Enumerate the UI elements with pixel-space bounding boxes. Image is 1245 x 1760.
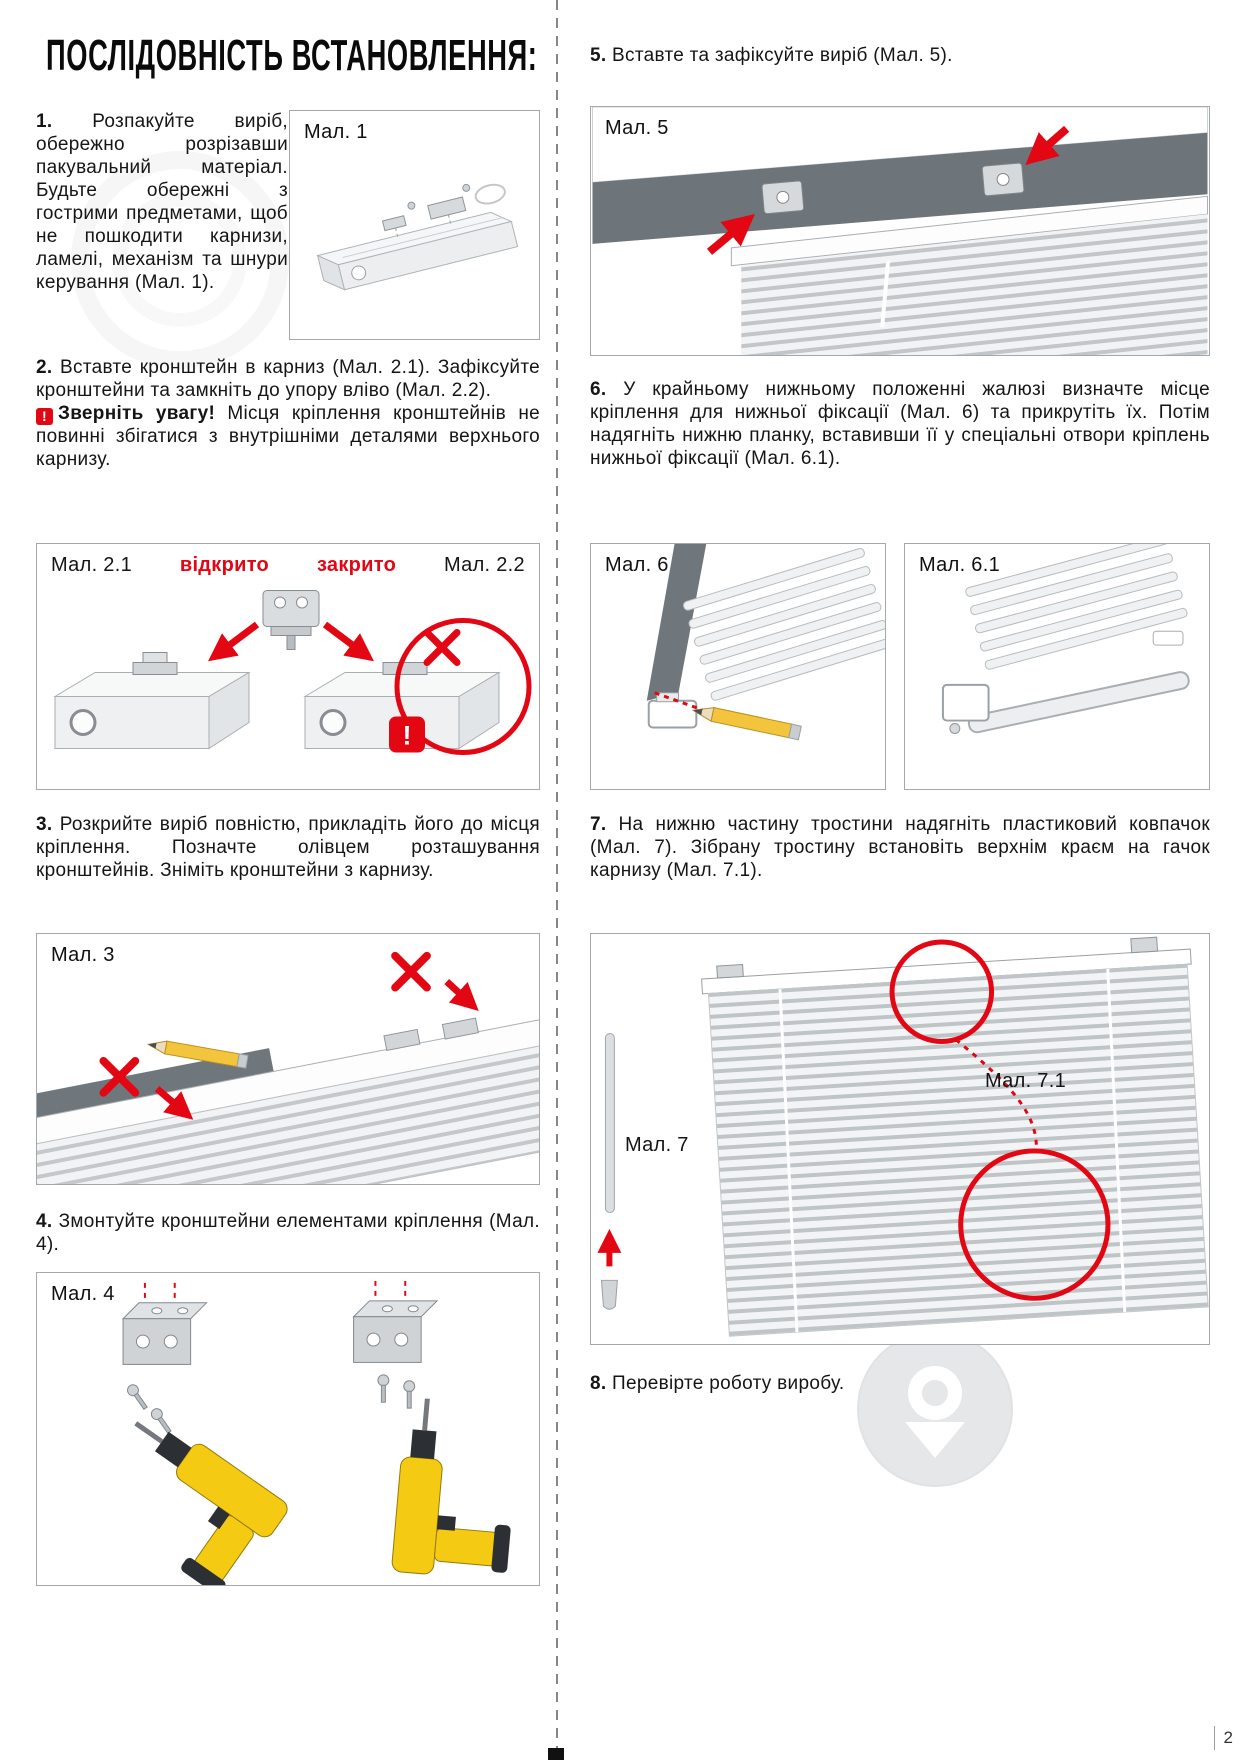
insert-product-illustration <box>591 107 1209 355</box>
figure-7-1-label: Мал. 7.1 <box>985 1070 1066 1092</box>
step-6-text: У крайньому нижньому положенні жалюзі визначте місце кріплення для нижньої фіксації (Мал. 6) та прикрутіть їх. Потім надягніть нижню планку, вставивши її у спеціальні отвори кріплень нижньої фіксації (Мал. 6.1). <box>590 379 1210 469</box>
end-cap <box>1153 631 1183 645</box>
figure-5-label: Мал. 5 <box>605 117 669 139</box>
wand-cap <box>601 1280 617 1309</box>
step-6 <box>590 378 1210 470</box>
step-8 <box>590 1372 1210 1395</box>
x-mark-icon <box>395 956 427 988</box>
bracket-icon <box>263 591 319 650</box>
blinds <box>701 935 1209 1336</box>
cornice-exploded-illustration <box>290 111 539 339</box>
bracket-icon <box>717 965 744 978</box>
page-number <box>1214 1726 1233 1750</box>
figure-2-header <box>51 554 525 577</box>
warning-paragraph <box>36 402 540 471</box>
figure-6-1 <box>904 543 1210 790</box>
figure-3-label: Мал. 3 <box>51 944 115 966</box>
cord-loop <box>474 182 507 207</box>
red-arrow <box>217 625 257 655</box>
figure-5 <box>590 106 1210 356</box>
step-4-number: 4. <box>36 1211 53 1232</box>
screw-icon <box>378 1375 389 1402</box>
bracket-icon <box>762 181 804 214</box>
page-number-value: 2 <box>1223 1728 1233 1747</box>
column-divider <box>556 0 558 1760</box>
step-2-number: 2. <box>36 357 53 378</box>
closed-label: закрито <box>316 554 397 576</box>
bracket-icon <box>383 216 407 231</box>
step-2 <box>36 356 540 471</box>
screw-icon <box>407 201 415 209</box>
screw-icon <box>462 184 470 192</box>
page-number-divider <box>1214 1726 1215 1750</box>
bottom-rail <box>967 671 1190 734</box>
bottom-fixation-mark-illustration <box>591 544 885 789</box>
drill-icon <box>391 1397 521 1581</box>
figure-6-label: Мал. 6 <box>605 554 669 576</box>
drilling-brackets-illustration <box>37 1273 539 1585</box>
divider-end-mark <box>548 1748 564 1760</box>
figure-2 <box>36 543 540 790</box>
step-7 <box>590 813 1210 882</box>
pencil-icon <box>692 704 802 740</box>
figure-6-1-label: Мал. 6.1 <box>919 554 1000 576</box>
bracket-icon <box>123 1283 206 1364</box>
figure-1-label: Мал. 1 <box>304 121 368 143</box>
step-2-paragraph <box>36 356 540 402</box>
figure-2-2-label: Мал. 2.2 <box>443 554 525 576</box>
open-label: відкрито <box>179 554 270 576</box>
step-3 <box>36 813 540 882</box>
step-5-number: 5. <box>590 45 607 66</box>
page-title-text: ПОСЛІДОВНІСТЬ ВСТАНОВЛЕННЯ: <box>46 31 538 80</box>
red-arrow <box>325 625 365 655</box>
figure-3 <box>36 933 540 1185</box>
warning-icon: ! <box>36 408 53 425</box>
warning-text: Місця кріплення кронштейнів не повинні збігатися з внутрішніми деталями верхнього карнизу. <box>36 403 540 470</box>
figure-7 <box>590 933 1210 1345</box>
screw-icon <box>404 1381 415 1408</box>
step-3-number: 3. <box>36 814 53 835</box>
svg-text:!: ! <box>402 720 412 751</box>
marking-positions-illustration <box>37 934 539 1184</box>
step-5 <box>590 44 1210 67</box>
step-4 <box>36 1210 540 1256</box>
step-7-number: 7. <box>590 814 607 835</box>
bracket-icon <box>982 163 1024 196</box>
bracket-icon <box>354 1281 437 1362</box>
step-1 <box>36 110 288 294</box>
step-4-text: Змонтуйте кронштейни елементами кріплення (Мал. 4). <box>36 1211 540 1255</box>
drill-icon <box>82 1406 291 1585</box>
cornice-left <box>55 653 249 749</box>
wand <box>605 1034 614 1213</box>
step-1-number: 1. <box>36 111 53 132</box>
figure-4 <box>36 1272 540 1586</box>
x-mark-icon <box>427 633 457 663</box>
figure-4-label: Мал. 4 <box>51 1283 115 1305</box>
slats <box>683 547 885 701</box>
figure-2-1-label: Мал. 2.1 <box>51 554 132 576</box>
bracket-icon <box>1131 937 1158 952</box>
bracket-mounting-illustration <box>37 588 539 789</box>
step-1-text: Розпакуйте виріб, обережно розрізавши пакувальний матеріал. Будьте обережні з гострими предметами, щоб не пошкодити карнизи, ламелі, механізм та шнури керування (Мал. 1). <box>36 111 288 293</box>
figure-1 <box>289 110 540 340</box>
step-6-number: 6. <box>590 379 607 400</box>
warning-label: Зверніть увагу! <box>58 403 216 424</box>
figure-6 <box>590 543 886 790</box>
step-8-text: Перевірте роботу виробу. <box>612 1373 845 1394</box>
step-5-text: Вставте та зафіксуйте виріб (Мал. 5). <box>612 45 953 66</box>
slats <box>708 964 1208 1336</box>
step-8-number: 8. <box>590 1373 607 1394</box>
step-3-text: Розкрийте виріб повністю, прикладіть його до місця кріплення. Позначте олівцем розташування кронштейнів. Зніміть кронштейни з карнизу. <box>36 814 540 881</box>
figure-7-label: Мал. 7 <box>625 1134 689 1156</box>
watermark-logo <box>856 1330 1014 1488</box>
step-7-text: На нижню частину тростини надягніть пластиковий ковпачок (Мал. 7). Зібрану тростину встановіть верхнім краєм на гачок карнизу (Мал. 7.1). <box>590 814 1210 881</box>
screw-icon <box>125 1383 150 1412</box>
bracket-icon <box>428 197 466 219</box>
warning-badge <box>389 717 425 753</box>
red-arrow <box>447 982 471 1004</box>
bottom-rail-insert-illustration <box>905 544 1209 789</box>
screw-icon <box>149 1406 174 1435</box>
step-2-text: Вставте кронштейн в карниз (Мал. 2.1). Зафіксуйте кронштейни та замкніть до упору вліво (Мал. 2.2). <box>36 357 540 401</box>
